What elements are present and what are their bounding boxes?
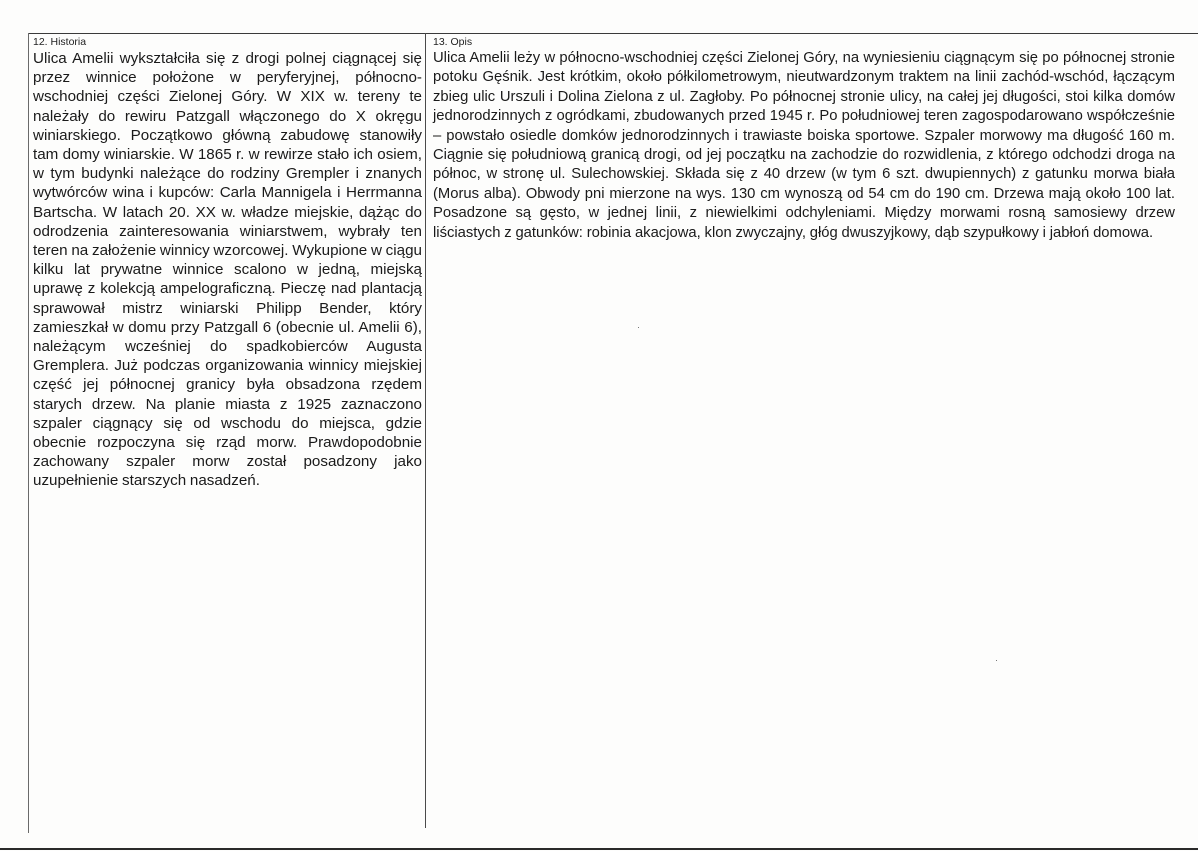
column-divider	[425, 33, 426, 828]
scan-speck	[638, 327, 639, 328]
form-top-border	[28, 33, 1198, 34]
form-left-border	[28, 33, 29, 833]
description-section	[433, 36, 1175, 243]
page-bottom-edge	[0, 848, 1198, 850]
history-text: Ulica Amelii wykształciła się z drogi polnej ciągnącej się przez winnice położone w peryferyjnej, północno-wschodniej części Zielonej Góry. W XIX w. tereny te należały do rewiru Patzgall włączonego do X okręgu winiarskiego. Początkowo główną zabudowę stanowiły tam domy winiarskie. W 1865 r. w rewirze stało ich osiem, w tym budynki należące do rodziny Grempler i znanych wytwórców wina i kupców: Carla Mannigela i Herrmanna Bartscha. W latach 20. XX w. władze miejskie, dążąc do odrodzenia zainteresowania winiarstwem, wybrały ten teren na założenie winnicy wzorcowej. Wykupione w ciągu kilku lat prywatne winnice scalono w jedną, miejską uprawę z kolekcją ampelograficzną. Pieczę nad plantacją sprawował mistrz winiarski Philipp Bender, który zamieszkał w domu przy Patzgall 6 (obecnie ul. Amelii 6), należącym wcześniej do spadkobierców Augusta Gremplera. Już podczas organizowania winnicy miejskiej część jej północnej granicy była obsadzona rzędem starych drzew. Na planie miasta z 1925 zaznaczono szpaler ciągnący się od wschodu do miejsca, gdzie obecnie rozpoczyna się rząd morw. Prawdopodobnie zachowany szpaler morw został posadzony jako uzupełnienie starszych nasadzeń.	[33, 50, 422, 490]
description-text: Ulica Amelii leży w północno-wschodniej części Zielonej Góry, na wyniesieniu ciągnącym się po północnej stronie potoku Gęśnik. Jest krótkim, około półkilometrowym, nieutwardzonym traktem na linii zachód-wschód, łączącym zbieg ulic Urszuli i Dolina Zielona z ul. Zagłoby. Po północnej stronie ulicy, na całej jej długości, stoi kilka domów jednorodzinnych z ogródkami, zbudowanych przed 1945 r. Po południowej teren zagospodarowano współcześnie – powstało osiedle domków jednorodzinnych i trawiaste boiska sportowe. Szpaler morwowy ma długość 160 m. Ciągnie się południową granicą drogi, od jej początku na zachodzie do rozwidlenia, z którego odchodzi droga na północ, w stronę ul. Sulechowskiej. Składa się z 40 drzew (w tym 6 szt. dwupiennych) z gatunku morwa biała (Morus alba). Obwody pni mierzone na wys. 130 cm wynoszą od 54 cm do 190 cm. Drzewa mają około 100 lat. Posadzone są gęsto, w jednej linii, z niewielkimi odchyleniami. Między morwami rosną samosiewy drzew liściastych z gatunków: robinia akacjowa, klon zwyczajny, głóg dwuszyjkowy, dąb szypułkowy i jabłoń domowa.	[433, 50, 1175, 241]
description-label: 13. Opis	[433, 36, 473, 48]
history-section	[33, 36, 422, 491]
scan-speck	[996, 660, 997, 661]
history-label: 12. Historia	[33, 36, 87, 48]
